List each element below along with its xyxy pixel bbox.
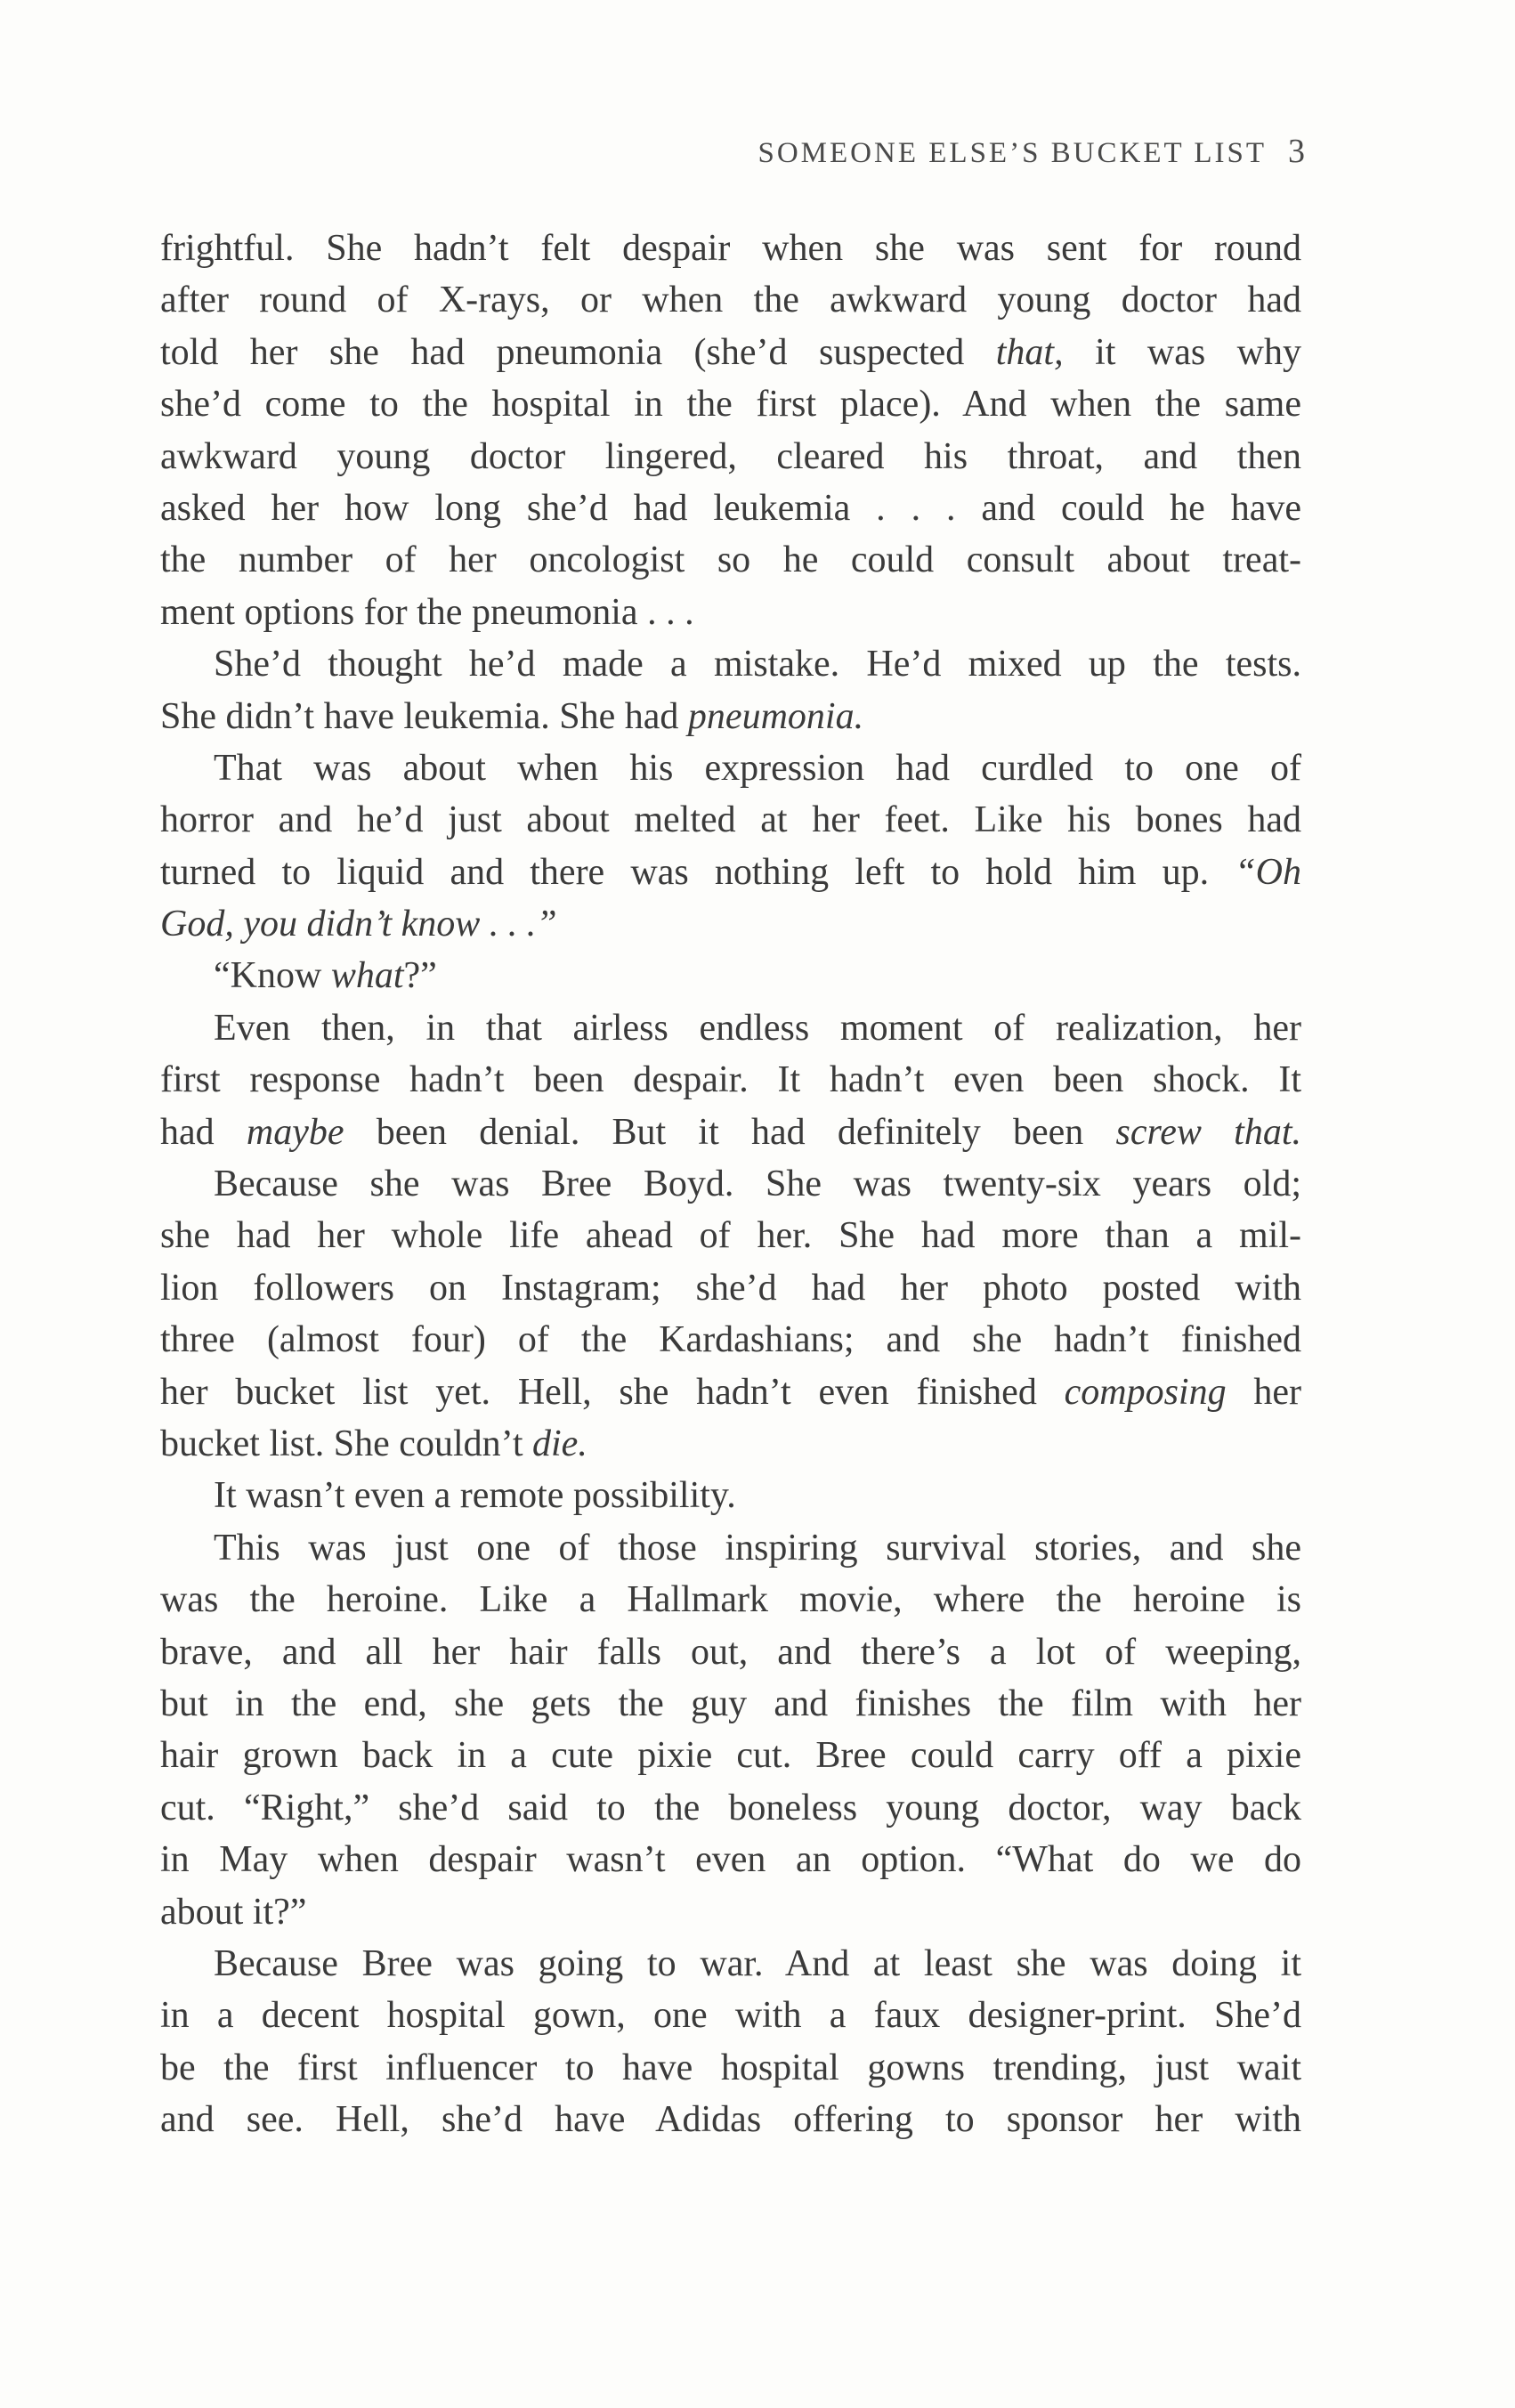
text-span: but in the end, she gets the guy and finishes the film with her [160,1682,1301,1724]
text-span: her bucket list yet. Hell, she hadn’t even finished [160,1371,1065,1413]
text-span: cut. “Right,” she’d said to the boneless young doctor, way back [160,1787,1301,1828]
text-span: brave, and all her hair falls out, and there’s a lot of weeping, [160,1631,1301,1673]
text-span: in a decent hospital gown, one with a faux designer-print. She’d [160,1995,1301,2037]
text-span: She didn’t have leukemia. She had [160,695,688,737]
text-span: she had her whole life ahead of her. She had more than a mil- [160,1215,1301,1257]
text-line [160,1054,1301,1106]
page-number: 3 [1288,133,1305,170]
text-line [160,2042,1301,2094]
text-span: been denial. But it had definitely been [344,1111,1116,1153]
text-span: That was about when his expression had curdled to one of [214,747,1301,789]
text-span: This was just one of those inspiring survival stories, and she [214,1527,1301,1569]
text-line [160,1574,1301,1626]
italic-text: screw that. [1115,1111,1301,1153]
text-line [160,638,1301,690]
text-span: and see. Hell, she’d have Adidas offering to sponsor her with [160,2099,1301,2141]
text-line [160,1678,1301,1730]
text-span: ?” [403,955,437,997]
text-line [160,847,1301,898]
text-line [160,1990,1301,2041]
text-span: hair grown back in a cute pixie cut. Bree could carry off a pixie [160,1735,1301,1777]
text-span: ment options for the pneumonia . . . [160,591,694,633]
text-line [160,327,1301,378]
italic-text: die. [532,1423,587,1464]
text-line [160,1470,1301,1521]
text-line [160,587,1301,638]
text-span: “Know [214,955,331,997]
italic-text: that, [995,331,1064,373]
text-span: Even then, in that airless endless moment of realization, her [214,1007,1301,1049]
text-line [160,691,1301,742]
text-line [160,1262,1301,1314]
text-line [160,1107,1301,1158]
text-span: frightful. She hadn’t felt despair when she was sent for round [160,228,1301,269]
text-span: She’d thought he’d made a mistake. He’d mixed up the tests. [214,644,1301,685]
running-head-title: SOMEONE ELSE’S BUCKET LIST [758,137,1267,169]
text-line [160,1834,1301,1885]
italic-text: composing [1064,1371,1227,1413]
text-span: after round of X-rays, or when the awkward young doctor had [160,280,1301,321]
text-span: was the heroine. Like a Hallmark movie, where the heroine is [160,1579,1301,1621]
italic-text: what [330,955,404,997]
text-line [160,2094,1301,2145]
text-line [160,950,1301,1001]
text-line [160,431,1301,482]
text-span: awkward young doctor lingered, cleared his throat, and then [160,435,1301,477]
text-span: asked her how long she’d had leukemia . . . and could he have [160,487,1301,529]
body-text [160,223,1301,2145]
text-line [160,1314,1301,1366]
text-line [160,223,1301,274]
text-span: turned to liquid and there was nothing left to hold him up. [160,851,1235,893]
text-span: in May when despair wasn’t even an option. “What do we do [160,1839,1301,1881]
italic-text: maybe [246,1111,344,1153]
text-span: told her she had pneumonia (she’d suspected [160,331,996,373]
italic-text: pneumonia. [687,695,864,737]
text-line [160,1886,1301,1938]
text-span: the number of her oncologist so he could consult about treat- [160,539,1301,581]
text-span: lion followers on Instagram; she’d had her photo posted with [160,1267,1301,1309]
text-line [160,1782,1301,1834]
text-line [160,1522,1301,1574]
text-span: Because Bree was going to war. And at least she was doing it [214,1942,1301,1984]
text-line [160,1418,1301,1470]
text-span: It wasn’t even a remote possibility. [214,1475,736,1517]
text-span: be the first influencer to have hospital gowns trending, just wait [160,2047,1301,2088]
text-line [160,1158,1301,1210]
text-line [160,1938,1301,1990]
text-line [160,794,1301,846]
text-line [160,1002,1301,1054]
text-line [160,898,1301,950]
text-line [160,1730,1301,1781]
text-line [160,1210,1301,1261]
text-span: about it?” [160,1891,307,1933]
text-span: first response hadn’t been despair. It hadn’t even been shock. It [160,1059,1301,1101]
text-line [160,482,1301,534]
text-line [160,1366,1301,1418]
italic-text: “Oh [1235,851,1301,893]
text-span: it was why [1063,331,1301,373]
text-span: had [160,1111,247,1153]
text-span: her [1226,1371,1301,1413]
text-line [160,534,1301,586]
text-span: Because she was Bree Boyd. She was twenty-six years old; [214,1163,1301,1205]
text-line [160,274,1301,326]
running-head [758,132,1306,171]
text-line [160,742,1301,794]
italic-text: God, you didn’t know . . .” [160,904,557,945]
text-span: bucket list. She couldn’t [160,1423,533,1464]
text-span: she’d come to the hospital in the first place). And when the same [160,384,1301,426]
text-line [160,1626,1301,1678]
text-line [160,378,1301,430]
text-span: three (almost four) of the Kardashians; and she hadn’t finished [160,1319,1301,1361]
text-span: horror and he’d just about melted at her feet. Like his bones had [160,799,1301,841]
